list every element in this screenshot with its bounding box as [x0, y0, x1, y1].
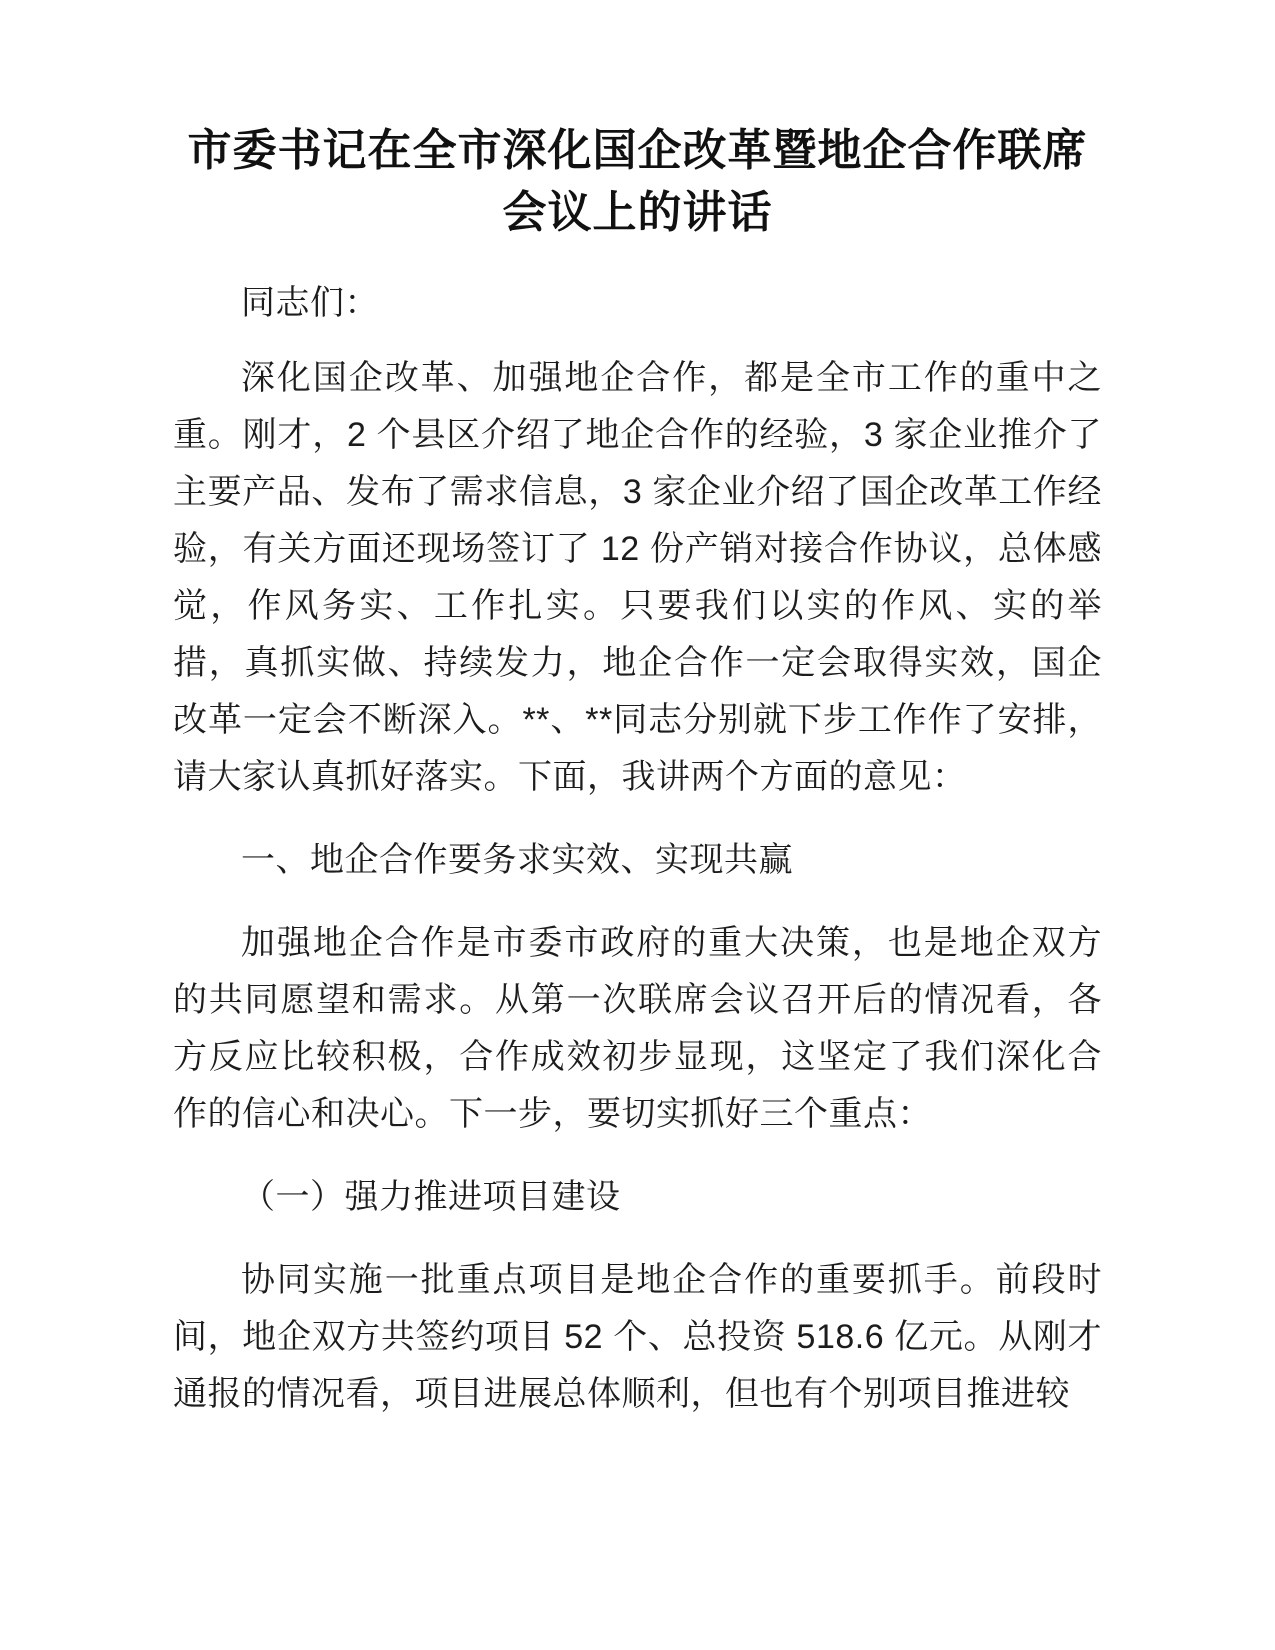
section-heading: （一）强力推进项目建设 [241, 1177, 621, 1216]
section-heading: 一、地企合作要务求实效、实现共赢 [241, 840, 793, 879]
document-body [173, 275, 1102, 1423]
paragraph: 深化国企改革、加强地企合作，都是全市工作的重中之重。刚才，2 个县区介绍了地企合作的经验，3 家企业推介了主要产品、发布了需求信息，3 家企业介绍了国企改革工作经验，有关方面还现场签订了 12 份产销对接合作协议，总体感觉，作风务实、工作扎实。只要我们以实的作风、实的举措，真抓实做、持续发力，地企合作一定会取得实效，国企改革一定会不断深入。**、**同志分别就下步工作作了安排，请大家认真抓好落实。下面，我讲两个方面的意见： [173, 358, 1102, 796]
document-title: 市委书记在全市深化国企改革暨地企合作联席会议上的讲话 [187, 126, 1088, 238]
paragraph: 同志们： [241, 283, 379, 322]
paragraph: 协同实施一批重点项目是地企合作的重要抓手。前段时间，地企双方共签约项目 52 个、总投资 518.6 亿元。从刚才通报的情况看，项目进展总体顺利，但也有个别项目推进较 [173, 1260, 1102, 1413]
paragraph: 加强地企合作是市委市政府的重大决策，也是地企双方的共同愿望和需求。从第一次联席会议召开后的情况看，各方反应比较积极，合作成效初步显现，这坚定了我们深化合作的信心和决心。下一步，要切实抓好三个重点： [173, 923, 1102, 1133]
